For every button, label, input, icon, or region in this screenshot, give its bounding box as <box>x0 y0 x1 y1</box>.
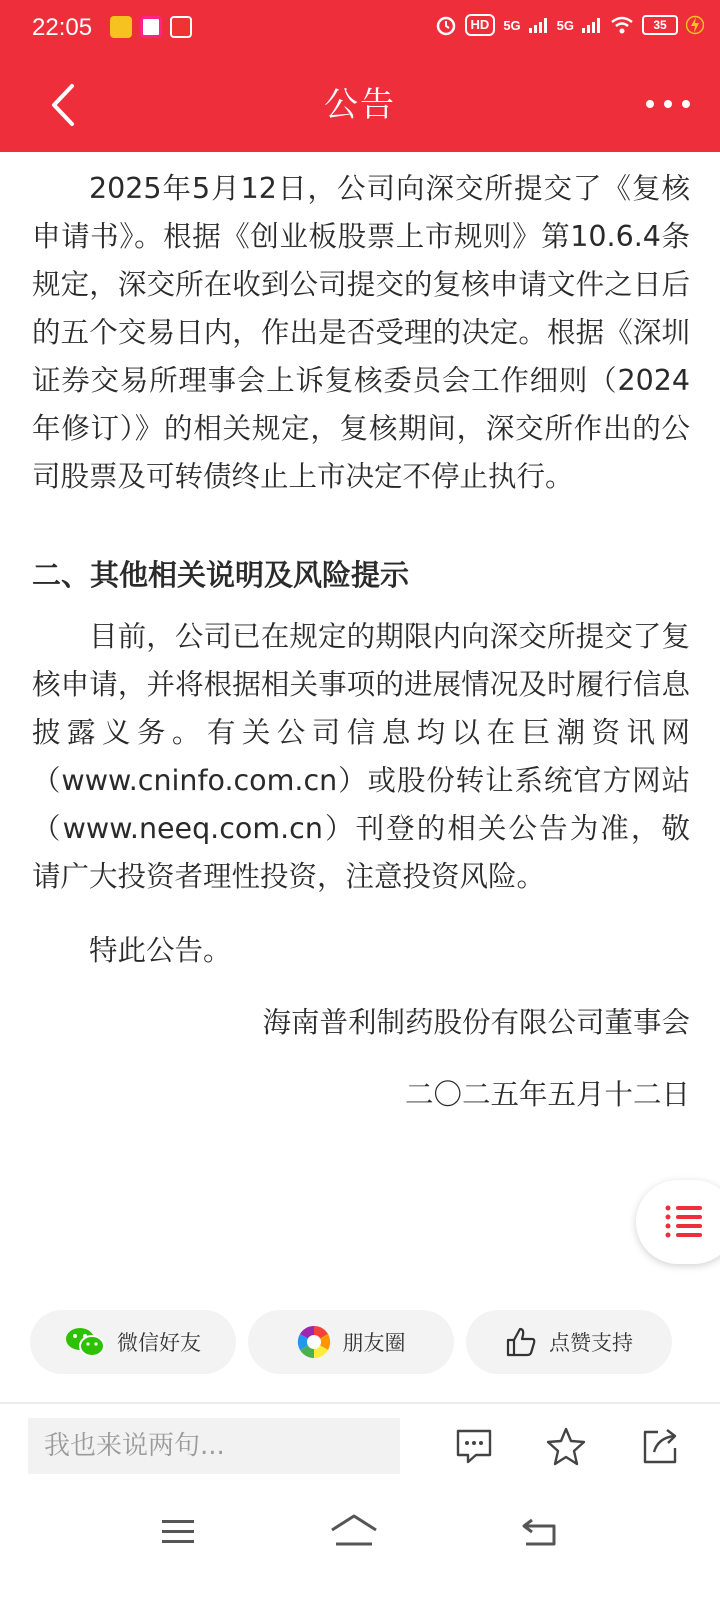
notification-app-icon <box>140 16 162 38</box>
comment-input[interactable] <box>28 1418 400 1474</box>
top-bar <box>0 0 720 152</box>
like-label: 点赞支持 <box>549 1331 633 1355</box>
notification-icons <box>110 16 192 38</box>
home-icon[interactable] <box>330 1512 378 1552</box>
share-row <box>30 1310 690 1374</box>
like-button[interactable] <box>466 1310 672 1374</box>
toc-button[interactable] <box>636 1180 720 1264</box>
signal-icon <box>582 17 602 33</box>
share-moments-button[interactable] <box>248 1310 454 1374</box>
article-paragraph: 2025年5月12日，公司向深交所提交了《复核申请书》。根据《创业板股票上市规则》第10.6.4条规定，深交所在收到公司提交的复核申请文件之日后的五个交易日内，作出是否受理的决定。根据《深圳证券交易所理事会上诉复核委员会工作细则（2024年修订）》的相关规定，复核期间，深交所作出的公司股票及可转债终止上市决定不停止执行。 <box>32 172 690 493</box>
wifi-icon <box>610 16 634 34</box>
share-wechat-button[interactable] <box>30 1310 236 1374</box>
menu-icon[interactable] <box>158 1512 198 1552</box>
page-title: 公告 <box>324 85 396 125</box>
alarm-icon <box>435 14 457 36</box>
article-paragraph: 目前，公司已在规定的期限内向深交所提交了复核申请，并将根据相关事项的进展情况及时履行信息披露义务。有关公司信息均以在巨潮资讯网（www.cninfo.com.cn）或股份转让系统官方网站（www.neeq.com.cn）刊登的相关公告为准，敬请广大投资者理性投资，注意投资风险。 <box>32 620 690 893</box>
status-bar <box>0 0 720 58</box>
share-moments-label: 朋友圈 <box>342 1331 406 1355</box>
notification-app-icon <box>110 16 132 38</box>
wechat-icon <box>65 1326 105 1358</box>
announcement-date: 二〇二五年五月十二日 <box>404 1078 690 1111</box>
article-body <box>32 165 690 1119</box>
status-time: 22:05 <box>32 14 93 41</box>
network-5g-2: 5G <box>556 17 574 33</box>
hd-badge: HD <box>465 14 496 36</box>
moments-icon <box>297 1325 331 1359</box>
charging-icon <box>686 14 704 36</box>
status-right <box>435 14 704 36</box>
thumbs-up-icon <box>505 1326 537 1358</box>
comment-icon[interactable] <box>454 1426 494 1466</box>
back-nav-icon[interactable] <box>520 1512 560 1552</box>
more-icon[interactable] <box>646 94 690 114</box>
favorite-star-icon[interactable] <box>546 1426 586 1466</box>
notification-app-icon <box>170 16 192 38</box>
battery-indicator: 35 <box>642 15 678 35</box>
list-icon <box>664 1204 704 1240</box>
page-header <box>0 58 720 152</box>
network-5g-1: 5G <box>503 17 521 33</box>
signal-icon <box>529 17 549 33</box>
closing-remark: 特此公告。 <box>89 934 232 967</box>
section-heading: 二、其他相关说明及风险提示 <box>32 558 410 592</box>
comment-bar <box>0 1404 720 1488</box>
share-wechat-label: 微信好友 <box>117 1331 201 1355</box>
system-nav-bar <box>0 1490 720 1600</box>
share-icon[interactable] <box>640 1426 680 1466</box>
signature: 海南普利制药股份有限公司董事会 <box>262 1006 690 1039</box>
